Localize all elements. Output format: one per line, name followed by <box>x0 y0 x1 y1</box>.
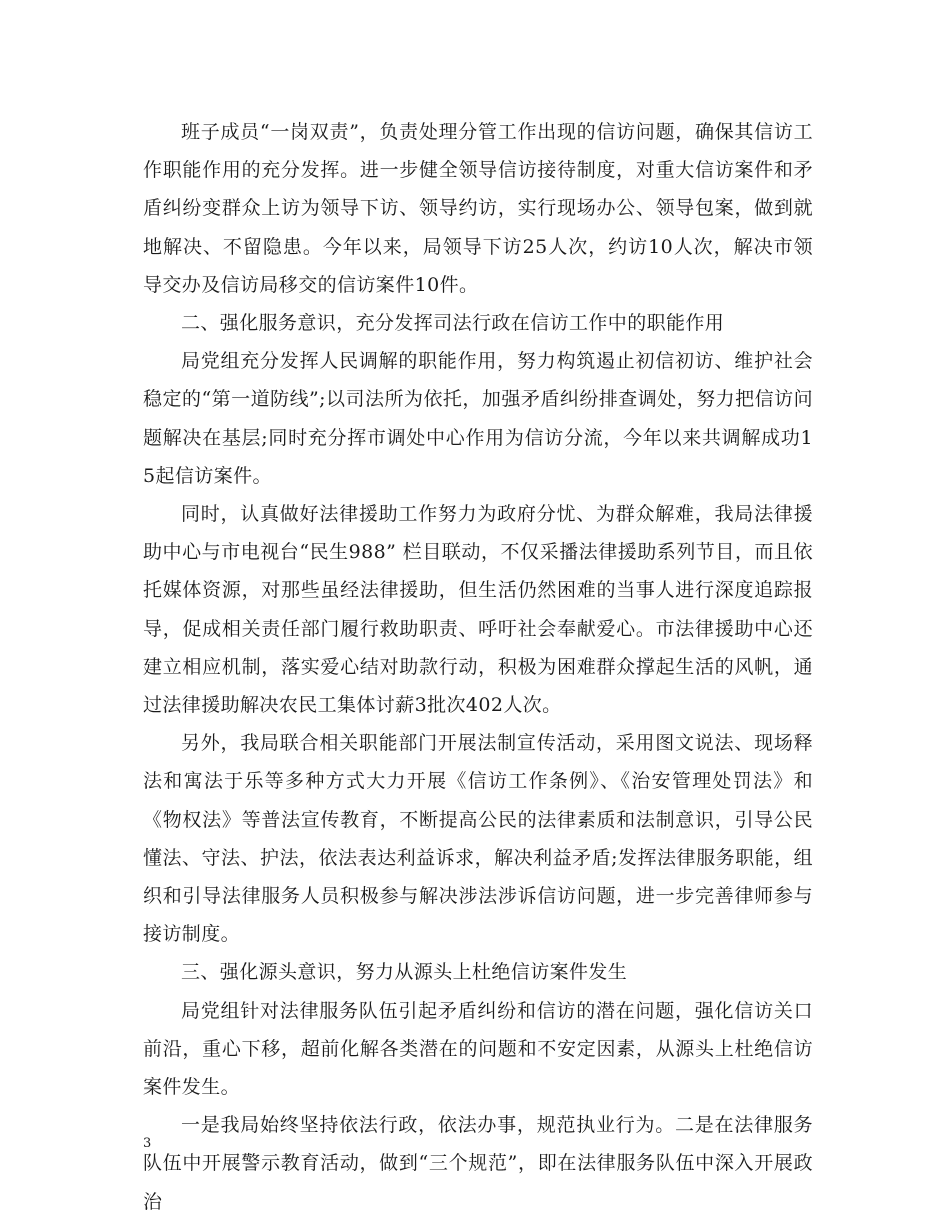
paragraph-7: 局党组针对法律服务队伍引起矛盾纠纷和信访的潜在问题，强化信访关口前沿，重心下移，超前化解各类潜在的问题和不安定因素，从源头上杜绝信访案件发生。 <box>143 999 813 1099</box>
section-heading-3: 三、强化源头意识，努力从源头上杜绝信访案件发生 <box>181 961 628 984</box>
page-number: 3 <box>143 1136 152 1151</box>
section-heading-2: 二、强化服务意识，充分发挥司法行政在信访工作中的职能作用 <box>181 312 725 335</box>
paragraph-8: 一是我局始终坚持依法行政，依法办事，规范执业行为。二是在法律服务队伍中开展警示教育活动，做到“三个规范”，即在法律服务队伍中深入开展政治 <box>143 1114 813 1213</box>
paragraph-3: 局党组充分发挥人民调解的职能作用，努力构筑遏止初信初访、维护社会稳定的“第一道防线”;以司法所为依托，加强矛盾纠纷排查调处，努力把信访问题解决在基层;同时充分挥市调处中心作用为信访分流，今年以来共调解成功15起信访案件。 <box>143 350 813 487</box>
paragraph-5: 另外，我局联合相关职能部门开展法制宣传活动，采用图文说法、现场释法和寓法于乐等多种方式大力开展《信访工作条例》、《治安管理处罚法》和《物权法》等普法宣传教育，不断提高公民的法律素质和法制意识，引导公民懂法、守法、护法，依法表达利益诉求，解决利益矛盾;发挥法律服务职能，组织和引导法律服务人员积极参与解决涉法涉诉信访问题，进一步完善律师参与接访制度。 <box>143 732 813 946</box>
paragraph-1: 班子成员“一岗双责”，负责处理分管工作出现的信访问题，确保其信访工作职能作用的充分发挥。进一步健全领导信访接待制度，对重大信访案件和矛盾纠纷变群众上访为领导下访、领导约访，实行现场办公、领导包案，做到就地解决、不留隐患。今年以来，局领导下访25人次，约访10人次，解决市领导交办及信访局移交的信访案件10件。 <box>143 121 813 296</box>
paragraph-4: 同时，认真做好法律援助工作努力为政府分忧、为群众解难，我局法律援助中心与市电视台“民生988” 栏目联动，不仅采播法律援助系列节目，而且依托媒体资源，对那些虽经法律援助，但生活仍然困难的当事人进行深度追踪报导，促成相关责任部门履行救助职责、呼吁社会奉献爱心。市法律援助中心还建立相应机制，落实爱心结对助款行动，积极为困难群众撑起生活的风帆，通过法律援助解决农民工集体讨薪3批次402人次。 <box>143 503 813 717</box>
document-body <box>143 113 813 1221</box>
